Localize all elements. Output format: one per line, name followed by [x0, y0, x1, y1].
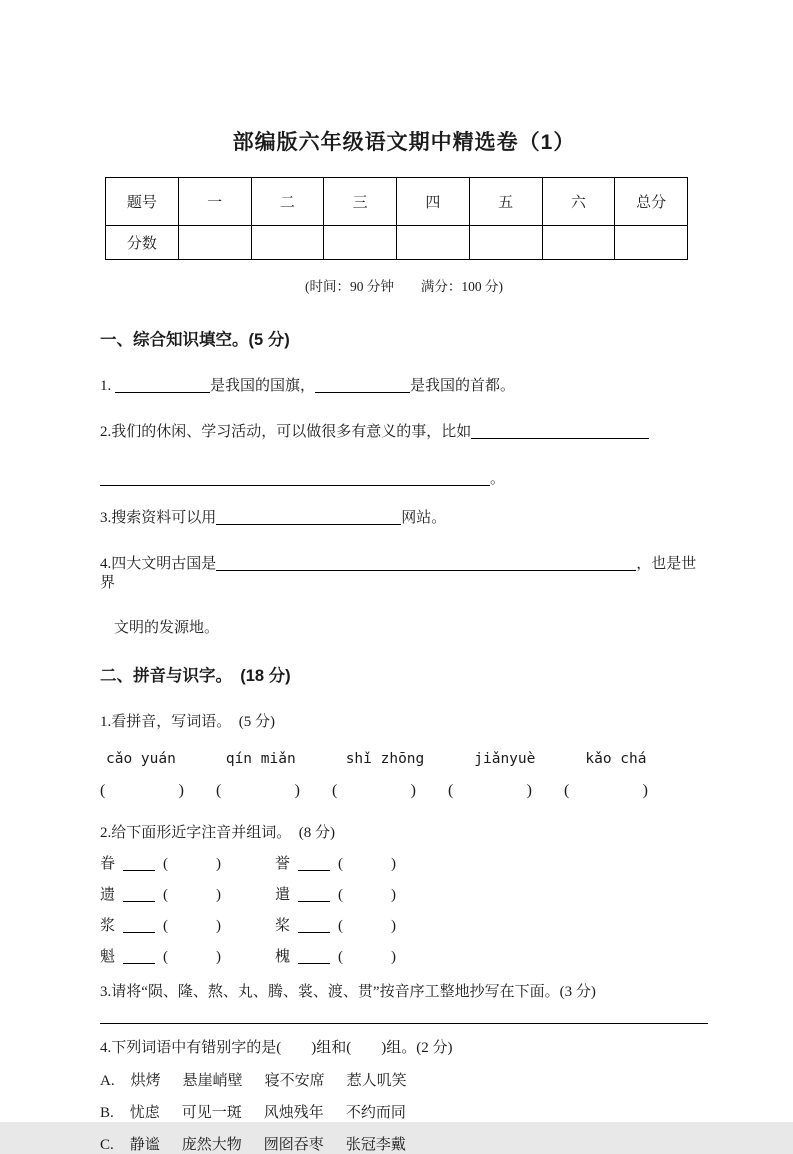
pinyin-word: jiǎnyuè: [474, 751, 536, 767]
question-text: 网站。: [401, 510, 447, 526]
blank-line: [123, 917, 155, 933]
question-s2-q4-label: [100, 1039, 708, 1058]
open-paren: (: [332, 782, 338, 799]
open-paren: (: [163, 856, 169, 872]
table-header-cell: 六: [542, 178, 615, 226]
page-title: 部编版六年级语文期中精选卷（1）: [232, 131, 576, 154]
score-cell-empty: [615, 226, 688, 260]
option-row-c: [100, 1136, 708, 1154]
question-number: 1.: [100, 378, 112, 394]
blank-line: [123, 948, 155, 964]
blank-line: [115, 377, 210, 393]
close-paren: ): [391, 949, 397, 965]
option-label: C.: [100, 1137, 114, 1153]
character: 遣: [275, 887, 291, 903]
score-cell-empty: [178, 226, 251, 260]
open-paren: (: [448, 782, 454, 799]
blank-line: [298, 886, 330, 902]
answer-parens: [216, 782, 300, 800]
score-cell-empty: [469, 226, 542, 260]
question-text: 四大文明古国是: [111, 556, 217, 572]
option-label: A.: [100, 1073, 115, 1089]
pinyin-row: [100, 751, 708, 767]
blank-line: [298, 917, 330, 933]
score-cell-empty: [324, 226, 397, 260]
pinyin-word: kǎo chá: [585, 751, 647, 767]
open-paren: (: [338, 856, 344, 872]
answer-parens: [163, 854, 221, 874]
char-pair-cell: [275, 916, 708, 936]
section2-heading: 二、拼音与识字。 (18 分): [100, 667, 291, 685]
char-pair-cell: [100, 947, 275, 967]
open-paren: (: [163, 887, 169, 903]
exam-info: (时间：90 分钟 满分：100 分): [305, 279, 503, 294]
question-s1-q2: [100, 423, 708, 442]
char-pair-cell: [275, 947, 708, 967]
question-s1-q1: [100, 377, 708, 396]
answer-parens: [163, 885, 221, 905]
answer-parens: [163, 947, 221, 967]
close-paren: ): [216, 918, 222, 934]
character: 浆: [100, 918, 116, 934]
question-text: 1.看拼音，写词语。 (5 分): [100, 714, 275, 730]
answer-parens: [338, 885, 396, 905]
answer-parens: [100, 782, 184, 800]
close-paren: ): [526, 782, 532, 799]
character: 眷: [100, 856, 116, 872]
question-text: 文明的发源地。: [114, 620, 220, 636]
question-s2-q2-label: [100, 824, 708, 843]
question-s2-q1-label: [100, 713, 708, 732]
option-word: 静谧: [129, 1137, 160, 1153]
question-text: 2.给下面形近字注音并组词。 (8 分): [100, 825, 335, 841]
table-header-cell: 总分: [615, 178, 688, 226]
open-paren: (: [163, 918, 169, 934]
table-header-cell: 二: [251, 178, 324, 226]
question-text: ，也是世界: [100, 556, 697, 591]
pinyin-word: shǐ zhōng: [345, 751, 425, 767]
table-header-cell: 一: [178, 178, 251, 226]
option-word: 不约而同: [345, 1105, 406, 1121]
close-paren: ): [391, 856, 397, 872]
close-paren: ): [642, 782, 648, 799]
question-text: 。: [490, 471, 506, 487]
char-pair-cell: [275, 854, 708, 874]
option-word: 悬崖峭壁: [182, 1073, 243, 1089]
score-table-score-row: [106, 226, 688, 260]
score-cell-empty: [542, 226, 615, 260]
section1-heading: 一、综合知识填空。(5 分): [100, 331, 290, 349]
answer-rule-line: [100, 1023, 708, 1024]
open-paren: (: [216, 782, 222, 799]
score-cell-empty: [251, 226, 324, 260]
close-paren: ): [178, 782, 184, 799]
question-text: 搜索资料可以用: [111, 510, 217, 526]
blank-line: [216, 509, 401, 525]
question-s1-q4-line2: [100, 619, 708, 638]
question-text: 我们的休闲、学习活动，可以做很多有意义的事，比如: [111, 424, 472, 440]
option-row-a: [100, 1072, 708, 1090]
answer-parens: [448, 782, 532, 800]
char-pair-cell: [275, 885, 708, 905]
char-pair-cell: [100, 854, 275, 874]
answer-parens: [338, 916, 396, 936]
close-paren: ): [391, 887, 397, 903]
blank-line: [315, 377, 410, 393]
option-row-b: [100, 1104, 708, 1122]
character: 桨: [275, 918, 291, 934]
open-paren: (: [338, 918, 344, 934]
option-word: 惹人叽笑: [346, 1073, 407, 1089]
question-s1-q2-line2: [100, 470, 708, 489]
close-paren: ): [391, 918, 397, 934]
question-s1-q4: [100, 555, 708, 593]
option-word: 忧虑: [129, 1105, 160, 1121]
answer-parens: [332, 782, 416, 800]
char-pair-row: [100, 854, 708, 874]
close-paren: ): [216, 856, 222, 872]
blank-line: [471, 423, 649, 439]
char-pair-row: [100, 885, 708, 905]
question-number: 2.: [100, 424, 112, 440]
option-word: 可见一斑: [181, 1105, 242, 1121]
blank-line: [216, 555, 636, 571]
option-word: 风烛残年: [263, 1105, 324, 1121]
question-text: 是我国的国旗，: [210, 378, 316, 394]
character: 遗: [100, 887, 116, 903]
score-table: [105, 177, 688, 260]
character: 槐: [275, 949, 291, 965]
char-pair-cell: [100, 916, 275, 936]
question-text: 3.请将“陨、隆、熬、丸、腾、裳、渡、贯”按音序工整地抄写在下面。(3 分): [100, 984, 596, 1000]
answer-parens: [338, 947, 396, 967]
open-paren: (: [163, 949, 169, 965]
question-s2-q3-label: [100, 983, 708, 1002]
option-word: 寝不安席: [264, 1073, 325, 1089]
question-number: 4.: [100, 556, 112, 572]
option-word: 囫囵吞枣: [263, 1137, 324, 1153]
table-header-cell: 题号: [106, 178, 179, 226]
char-pair-row: [100, 916, 708, 936]
table-header-cell: 四: [397, 178, 470, 226]
option-word: 庞然大物: [181, 1137, 242, 1153]
score-row-label: 分数: [106, 226, 179, 260]
option-word: 烘烤: [130, 1073, 161, 1089]
question-number: 3.: [100, 510, 112, 526]
character: 魁: [100, 949, 116, 965]
answer-parens: [564, 782, 648, 800]
blank-line: [100, 470, 490, 486]
question-text: 4.下列词语中有错别字的是( )组和( )组。(2 分): [100, 1040, 453, 1056]
table-header-cell: 五: [469, 178, 542, 226]
question-text: 是我国的首都。: [410, 378, 516, 394]
close-paren: ): [216, 887, 222, 903]
blank-line: [123, 855, 155, 871]
score-table-header-row: [106, 178, 688, 226]
table-header-cell: 三: [324, 178, 397, 226]
blank-line: [298, 855, 330, 871]
close-paren: ): [216, 949, 222, 965]
blank-line: [298, 948, 330, 964]
pinyin-word: cǎo yuán: [106, 751, 176, 767]
open-paren: (: [338, 887, 344, 903]
close-paren: ): [294, 782, 300, 799]
score-cell-empty: [397, 226, 470, 260]
option-label: B.: [100, 1105, 114, 1121]
open-paren: (: [564, 782, 570, 799]
answer-parens: [338, 854, 396, 874]
answer-paren-row: [100, 782, 708, 800]
blank-line: [123, 886, 155, 902]
character: 誉: [275, 856, 291, 872]
close-paren: ): [410, 782, 416, 799]
open-paren: (: [100, 782, 106, 799]
option-word: 张冠李戴: [345, 1137, 406, 1153]
char-pair-row: [100, 947, 708, 967]
char-pair-cell: [100, 885, 275, 905]
page-content: [100, 126, 708, 1154]
question-s1-q3: [100, 509, 708, 528]
pinyin-word: qín miǎn: [225, 751, 296, 767]
open-paren: (: [338, 949, 344, 965]
answer-parens: [163, 916, 221, 936]
